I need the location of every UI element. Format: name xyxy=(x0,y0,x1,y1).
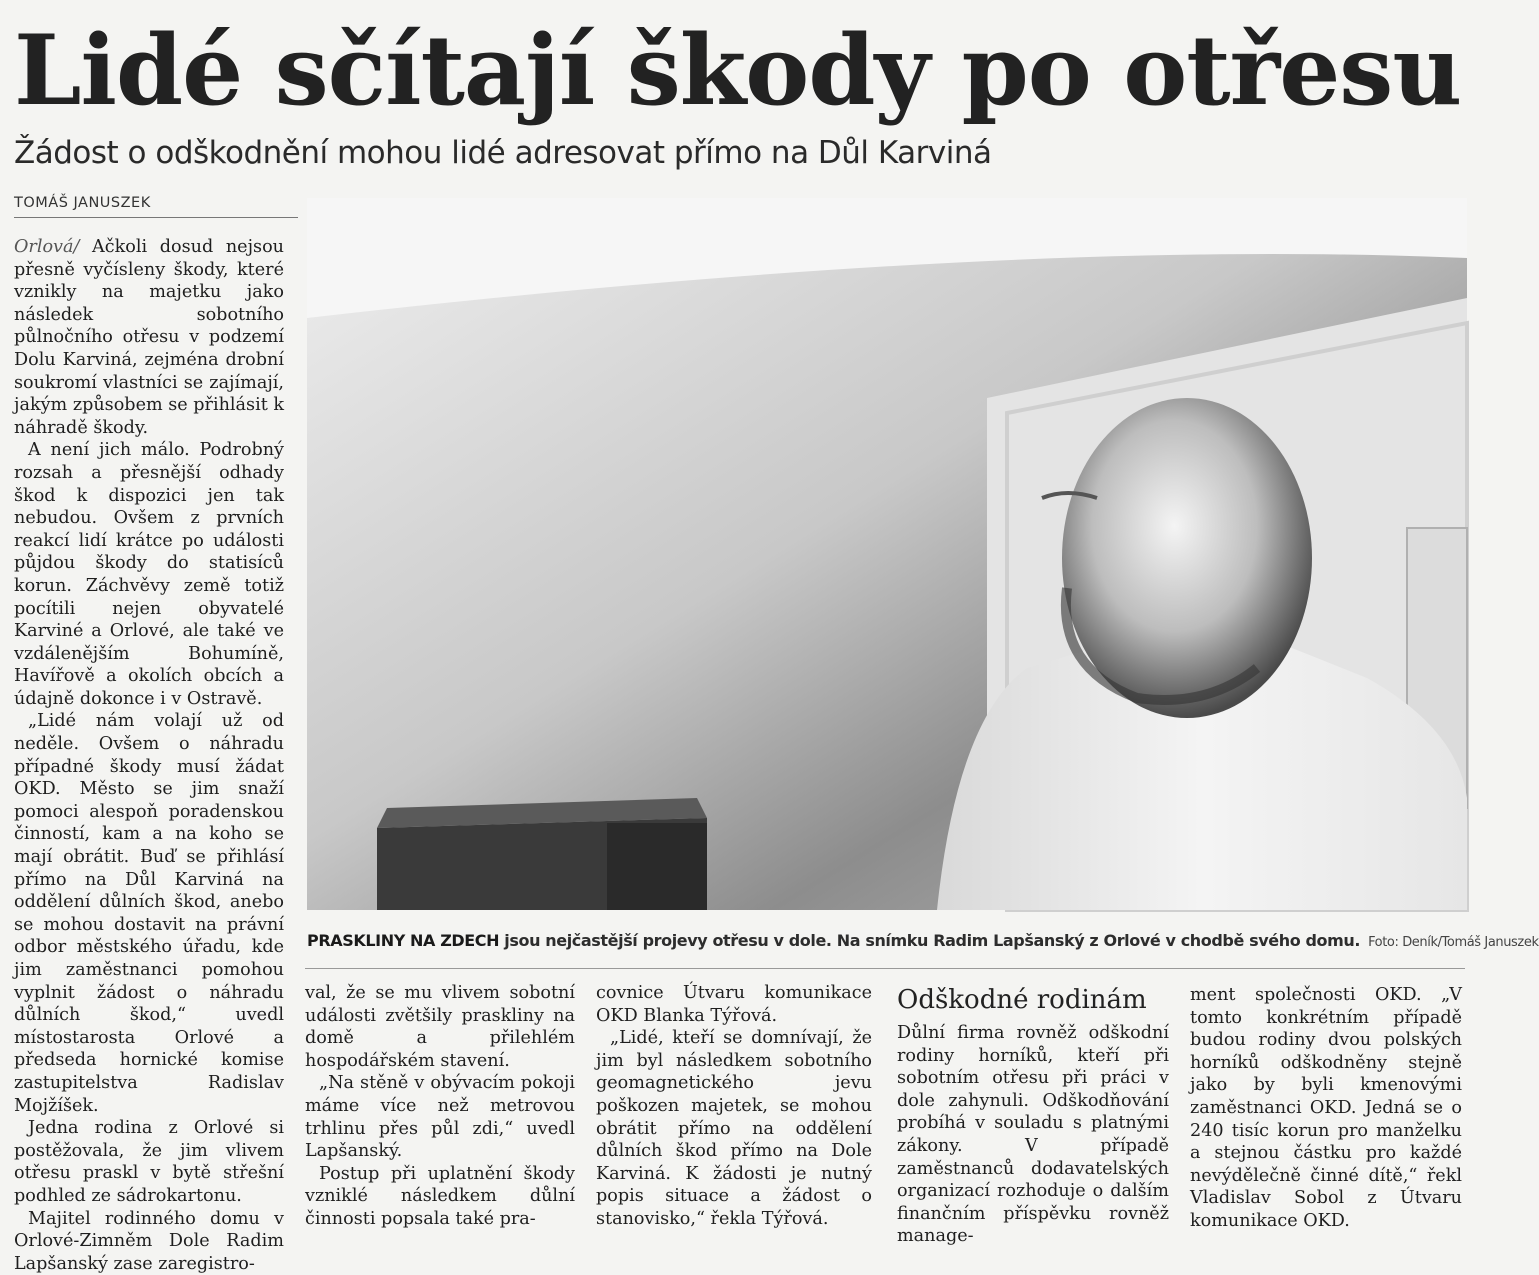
article-column-4 xyxy=(897,1022,1169,1247)
paragraph: „Na stěně v obývacím pokoji máme více než metrovou trhlinu přes půl zdi,“ uvedl Lapšanský. xyxy=(305,1073,575,1162)
man-in-hallway-photo-icon xyxy=(307,198,1467,910)
byline: TOMÁŠ JANUSZEK xyxy=(14,195,298,218)
paragraph: „Lidé, kteří se domnívají, že jim byl následkem sobotního geomagnetického jevu poškozen majetek, se mohou obrátit přímo na oddělení důlních škod přímo na Dole Karviná. K žádosti je nutný popis situace a žádost o stanovisko,“ řekla Týřová. xyxy=(596,1028,872,1229)
paragraph: Majitel rodinného domu v Orlové-Zimněm Dole Radim Lapšanský zase zaregistro- xyxy=(14,1208,284,1274)
article-column-5 xyxy=(1190,984,1462,1231)
article-column-3 xyxy=(596,982,872,1229)
caption-lead: PRASKLINY NA ZDECH xyxy=(307,931,500,950)
photo-caption xyxy=(307,926,1539,956)
headline: Lidé sčítají škody po otřesu xyxy=(14,14,1462,127)
paragraph: ment společnosti OKD. „V tomto konkrétním případě budou rodiny dvou polských horníků odškodněny stejně jako by byli kmenovými zaměstnanci OKD. Jedná se o 240 tisíc korun pro manželku a stejnou částku pro každé nevýdělečně činné dítě,“ řekl Vladislav Sobol z Útvaru komunikace OKD. xyxy=(1190,985,1462,1231)
paragraph: Postup při uplatnění škody vzniklé následkem důlní činnosti popsala také pra- xyxy=(305,1163,575,1229)
paragraph: covnice Útvaru komunikace OKD Blanka Týřová. xyxy=(596,983,872,1026)
caption-rule xyxy=(305,968,1465,969)
paragraph: Důlní firma rovněž odškodní rodiny horníků, kteří při sobotním otřesu při práci v dole zahynuli. Odškodňování probíhá v souladu s platnými zákony. V případě zaměstnanců dodavatelských organizací rozhoduje o dalším finančním příspěvku rovněž manage- xyxy=(897,1023,1169,1247)
article-column-1 xyxy=(14,236,285,1274)
paragraph: val, že se mu vlivem sobotní události zvětšily praskliny na domě a přilehlém hospodářském stavení. xyxy=(305,983,575,1071)
paragraph: A není jich málo. Podrobný rozsah a přesnější odhady škod k dispozici jen tak nebudou. Ovšem z prvních reakcí lidí krátce po události půjdou škody do statisíců korun. Záchvěvy země totiž pocítili nejen obyvatelé Karviné a Orlové, ale také ve vzdálenějším Bohumíně, Havířově a okolích obcích a údajně dokonce i v Ostravě. xyxy=(14,440,284,709)
subheadline: Žádost o odškodnění mohou lidé adresovat přímo na Důl Karviná xyxy=(14,135,992,171)
photo-credit: Foto: Deník/Tomáš Januszek xyxy=(1368,935,1539,950)
dateline: Orlová/ xyxy=(14,237,80,257)
paragraph xyxy=(14,236,284,439)
article-column-2 xyxy=(305,982,575,1229)
paragraph-text: Ačkoli dosud nejsou přesně vyčísleny škody, které vznikly na majetku jako následek sobotního půlnočního otřesu v podzemí Dolu Karviná, zejména drobní soukromí vlastníci se zajímají, jakým způsobem se přihlásit k náhradě škody. xyxy=(14,237,285,438)
paragraph: „Lidé nám volají už od neděle. Ovšem o náhradu případné škody musí žádat OKD. Město se jim snaží pomoci alespoň poradenskou činností, kam a na koho se mají obrátit. Buď se přihlásí přímo na Důl Karviná na oddělení důlních škod, anebo se mohou dostavit na právní odbor městského úřadu, kde jim zaměstnanci pomohou vyplnit žádost o náhradu důlních škod,“ uvedl místostarosta Orlové a předseda hornické komise zastupitelstva Radislav Mojžíšek. xyxy=(14,711,284,1116)
caption-text: jsou nejčastější projevy otřesu v dole. Na snímku Radim Lapšanský z Orlové v chodbě svého domu. xyxy=(499,931,1361,950)
article-photo xyxy=(307,198,1467,910)
paragraph: Jedna rodina z Orlové si postěžovala, že jim vlivem otřesu praskl v bytě střešní podhled ze sádrokartonu. xyxy=(14,1118,284,1206)
section-heading: Odškodné rodinám xyxy=(897,985,1147,1015)
